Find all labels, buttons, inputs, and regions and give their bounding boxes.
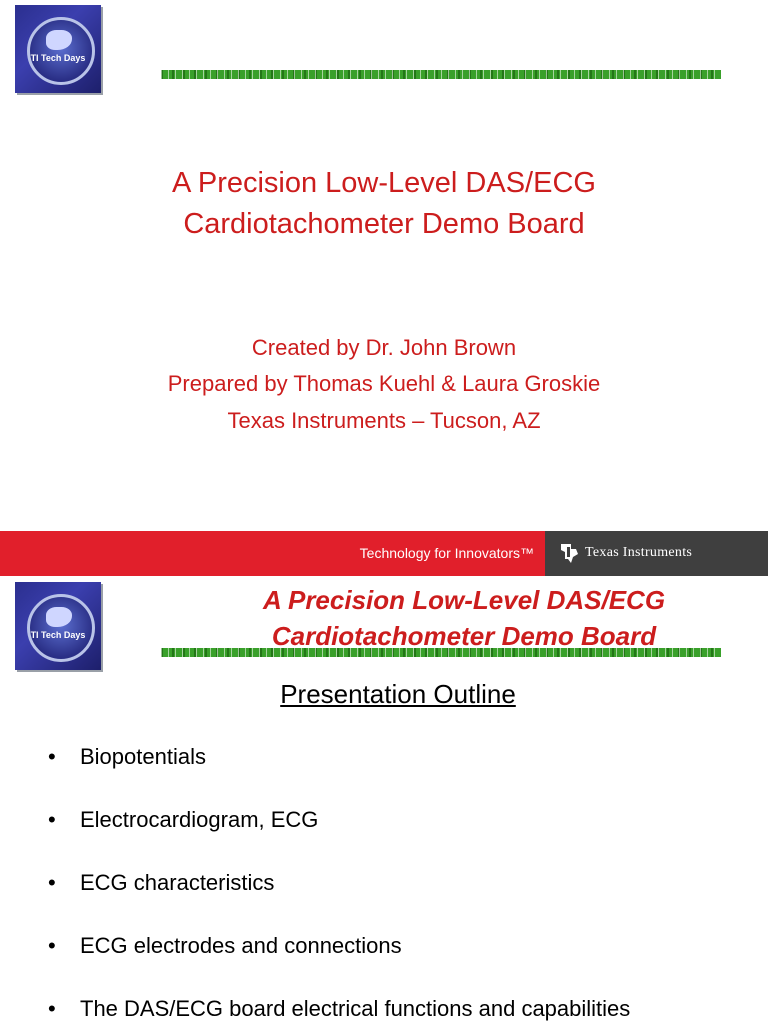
ti-tech-days-logo-icon bbox=[15, 5, 101, 93]
list-item bbox=[48, 996, 768, 1024]
bullet-icon: • bbox=[48, 933, 56, 958]
outline-list bbox=[48, 744, 768, 1024]
outline-heading: Presentation Outline bbox=[280, 679, 516, 709]
logo-caption: TI Tech Days bbox=[30, 630, 86, 640]
slide-title-line-1: A Precision Low-Level DAS/ECG bbox=[172, 167, 596, 199]
ti-tech-days-logo-icon bbox=[15, 582, 101, 670]
bullet-icon: • bbox=[48, 996, 56, 1021]
bullet-icon: • bbox=[48, 744, 56, 769]
list-item bbox=[48, 744, 768, 807]
logo-caption: TI Tech Days bbox=[30, 53, 86, 63]
credit-author: Created by Dr. John Brown bbox=[251, 335, 517, 360]
list-item bbox=[48, 807, 768, 870]
bullet-icon: • bbox=[48, 870, 56, 895]
slide-title bbox=[160, 582, 768, 654]
circuit-board-strip-icon bbox=[161, 70, 721, 79]
slide-title-line-2: Cardiotachometer Demo Board bbox=[183, 208, 585, 240]
slide-title-line-2: Cardiotachometer Demo Board bbox=[271, 621, 657, 651]
list-item bbox=[48, 933, 768, 996]
ti-brand-block bbox=[545, 531, 768, 576]
list-item-text: The DAS/ECG board electrical functions and capabilities bbox=[80, 996, 631, 1021]
list-item bbox=[48, 870, 768, 933]
bullet-icon: • bbox=[48, 807, 56, 832]
credit-location: Texas Instruments – Tucson, AZ bbox=[227, 408, 541, 433]
texas-instruments-logo-icon bbox=[559, 542, 579, 564]
ti-company-name: Texas Instruments bbox=[585, 545, 693, 560]
banner-tagline: Technology for Innovators™ bbox=[359, 545, 534, 561]
list-item-text: Biopotentials bbox=[80, 744, 206, 769]
list-item-text: ECG characteristics bbox=[80, 870, 275, 895]
outline-slide bbox=[0, 576, 768, 1024]
slide-title bbox=[0, 163, 768, 245]
slide-title-line-1: A Precision Low-Level DAS/ECG bbox=[262, 585, 666, 615]
list-item-text: Electrocardiogram, ECG bbox=[80, 807, 319, 832]
credit-preparers: Prepared by Thomas Kuehl & Laura Groskie bbox=[167, 371, 601, 396]
list-item-text: ECG electrodes and connections bbox=[80, 933, 402, 958]
footer-banner bbox=[0, 531, 768, 576]
